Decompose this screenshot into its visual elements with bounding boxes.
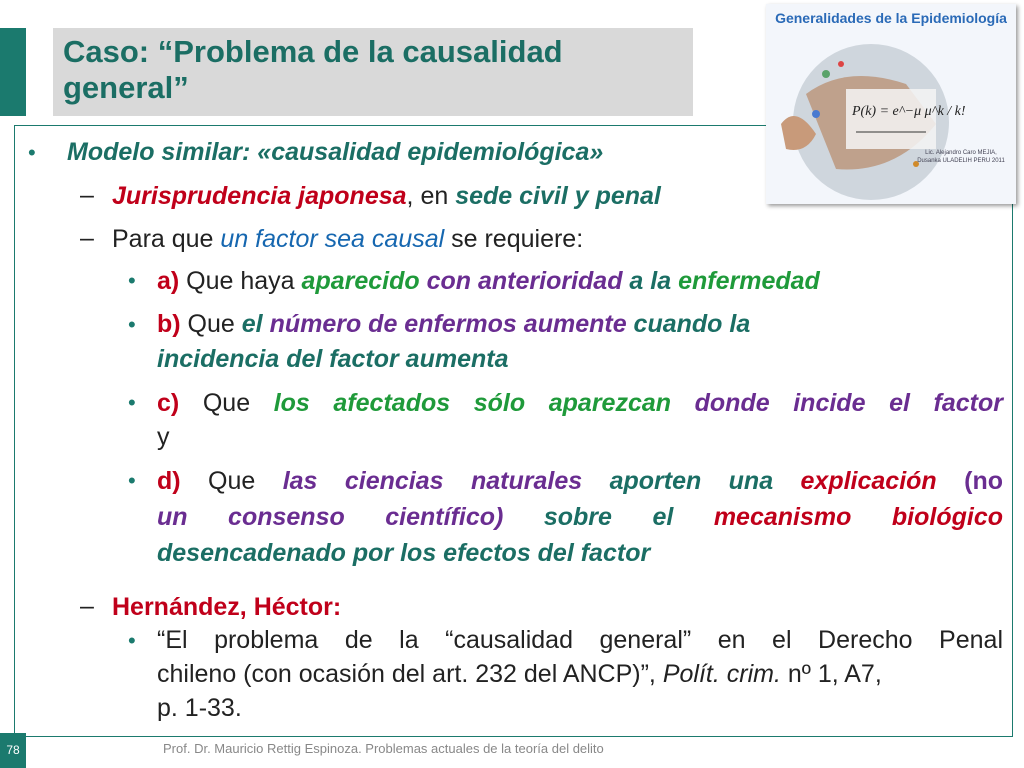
dash-icon: –: [80, 224, 94, 252]
dash-icon: –: [80, 592, 94, 620]
bullet-icon: •: [128, 390, 136, 415]
author-reference: Hernández, Héctor:: [112, 593, 342, 621]
title-accent-bar: [0, 28, 26, 116]
title-box: [53, 28, 693, 116]
image-title: Generalidades de la Epidemiología: [775, 10, 1007, 26]
bullet-icon: •: [128, 468, 136, 493]
dash-icon: –: [80, 181, 94, 209]
bullet-icon: •: [28, 140, 36, 165]
condition-a: a) Que haya aparecido con anterioridad a la enfermedad: [157, 267, 820, 295]
bullet-icon: •: [128, 268, 136, 293]
heading-model: Modelo similar: «causalidad epidemiológica»: [67, 138, 604, 166]
citation-line1: “El problema de la “causalidad general” en el Derecho Penal: [157, 626, 1003, 654]
condition-b-cont: incidencia del factor aumenta: [157, 345, 509, 373]
condition-c-cont: y: [157, 423, 170, 451]
slide-title: Caso: “Problema de la causalidad general”: [63, 34, 563, 105]
condition-d-cont2: desencadenado por los efectos del factor: [157, 539, 651, 567]
condition-b: b) Que el número de enfermos aumente cuando la: [157, 310, 751, 338]
image-formula: P(k) = e^−μ μ^k / k!: [852, 104, 966, 119]
japanese-jurisprudence: Jurisprudencia japonesa, en sede civil y penal: [112, 182, 661, 210]
epidemiology-image: [766, 4, 1016, 204]
bullet-icon: •: [128, 312, 136, 337]
slide-number: 78: [0, 733, 26, 768]
causal-requirement: Para que un factor sea causal se requiere:: [112, 225, 584, 253]
footer-text: Prof. Dr. Mauricio Rettig Espinoza. Problemas actuales de la teoría del delito: [163, 741, 604, 756]
condition-d: d) Que las ciencias naturales aporten una explicación (no: [157, 467, 1003, 495]
image-subtitle: Lic. Alejandro Caro MEJIA, Dusanka ULADELIH PERU 2011: [917, 150, 1005, 164]
condition-d-cont: un consenso científico) sobre el mecanismo biológico: [157, 503, 1003, 531]
bullet-icon: •: [128, 628, 136, 653]
condition-c: c) Que los afectados sólo aparezcan donde incide el factor: [157, 389, 1003, 417]
citation-line2: chileno (con ocasión del art. 232 del ANCP)”, Polít. crim. nº 1, A7,: [157, 660, 882, 688]
citation-line3: p. 1-33.: [157, 694, 242, 722]
